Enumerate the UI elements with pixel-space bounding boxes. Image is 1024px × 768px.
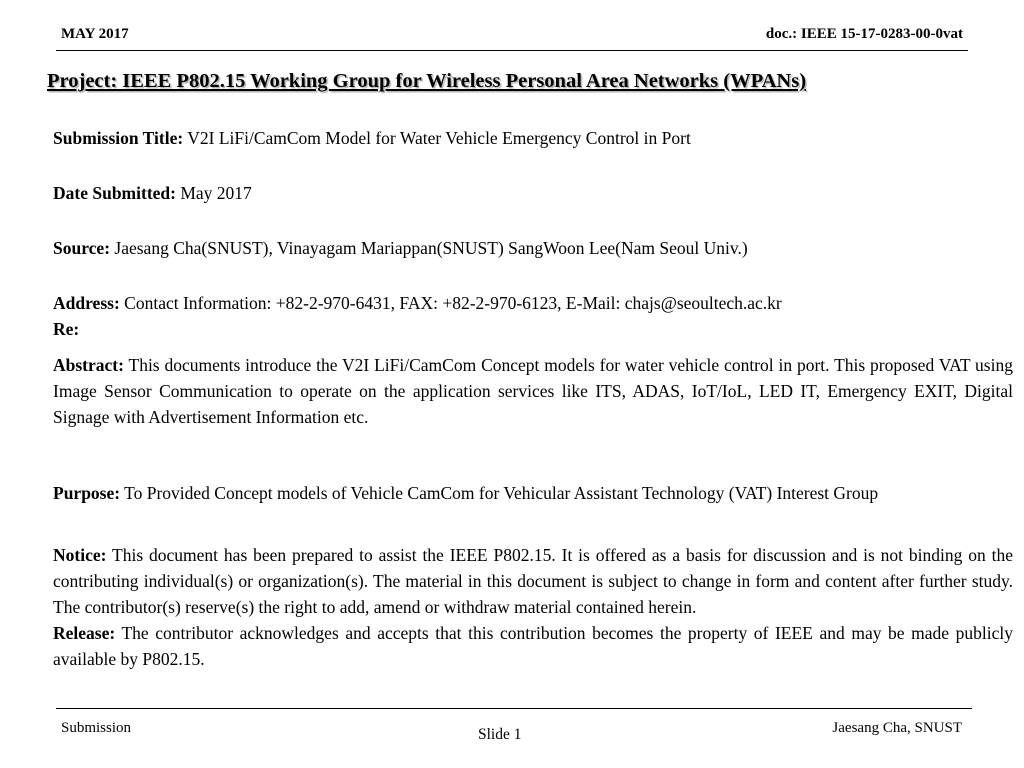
source-value: Jaesang Cha(SNUST), Vinayagam Mariappan(SNUST) SangWoon Lee(Nam Seoul Univ.) (114, 238, 748, 258)
header-divider (56, 50, 968, 51)
header-doc-id: doc.: IEEE 15-17-0283-00-0vat (765, 26, 963, 42)
abstract-value: This documents introduce the V2I LiFi/CamCom Concept models for water vehicle control in port. This proposed VAT using Image Sensor Communication to operate on the application services like ITS, ADAS, IoT/IoL, LED IT, Emergency EXIT, Digital Signage with Advertisement Information etc. (53, 355, 1013, 427)
header-date: MAY 2017 (61, 26, 129, 42)
project-title: Project: IEEE P802.15 Working Group for Wireless Personal Area Networks (WPANs) (47, 70, 807, 92)
submission-title-value: V2I LiFi/CamCom Model for Water Vehicle Emergency Control in Port (187, 128, 691, 148)
re-label: Re: (53, 319, 80, 339)
release-value: The contributor acknowledges and accepts that this contribution becomes the property of IEEE and may be made publicly available by P802.15. (53, 623, 1013, 669)
slide-number: Slide 1 (478, 726, 522, 743)
release-field (53, 620, 1013, 672)
purpose-label: Purpose: (53, 483, 121, 503)
address-field (53, 290, 1013, 316)
release-label: Release: (53, 623, 116, 643)
footer-divider (56, 708, 972, 709)
address-label: Address: (53, 293, 120, 313)
purpose-field (53, 480, 1013, 506)
notice-value: This document has been prepared to assist the IEEE P802.15. It is offered as a basis for discussion and is not binding on the contributing individual(s) or organization(s). The material in this document is subject to change in form and content after further study. The contributor(s) reserve(s) the right to add, amend or withdraw material contained herein. (53, 545, 1014, 617)
notice-release-block (53, 542, 1013, 672)
date-submitted-label: Date Submitted: (53, 183, 176, 203)
notice-field (53, 542, 1013, 620)
source-label: Source: (53, 238, 111, 258)
footer-author: Jaesang Cha, SNUST (832, 720, 962, 736)
submission-title-label: Submission Title: (53, 128, 184, 148)
date-submitted-field (53, 180, 1013, 206)
notice-label: Notice: (53, 545, 107, 565)
footer-submission: Submission (61, 720, 132, 736)
submission-title-field (53, 125, 1013, 151)
purpose-value: To Provided Concept models of Vehicle CamCom for Vehicular Assistant Technology (VAT) Interest Group (124, 483, 879, 503)
re-field (53, 316, 1013, 342)
abstract-field (53, 352, 1013, 430)
abstract-label: Abstract: (53, 355, 124, 375)
address-value: Contact Information: +82-2-970-6431, FAX: +82-2-970-6123, E-Mail: chajs@seoultech.ac.kr (124, 293, 782, 313)
source-field (53, 235, 1013, 261)
date-submitted-value: May 2017 (180, 183, 252, 203)
